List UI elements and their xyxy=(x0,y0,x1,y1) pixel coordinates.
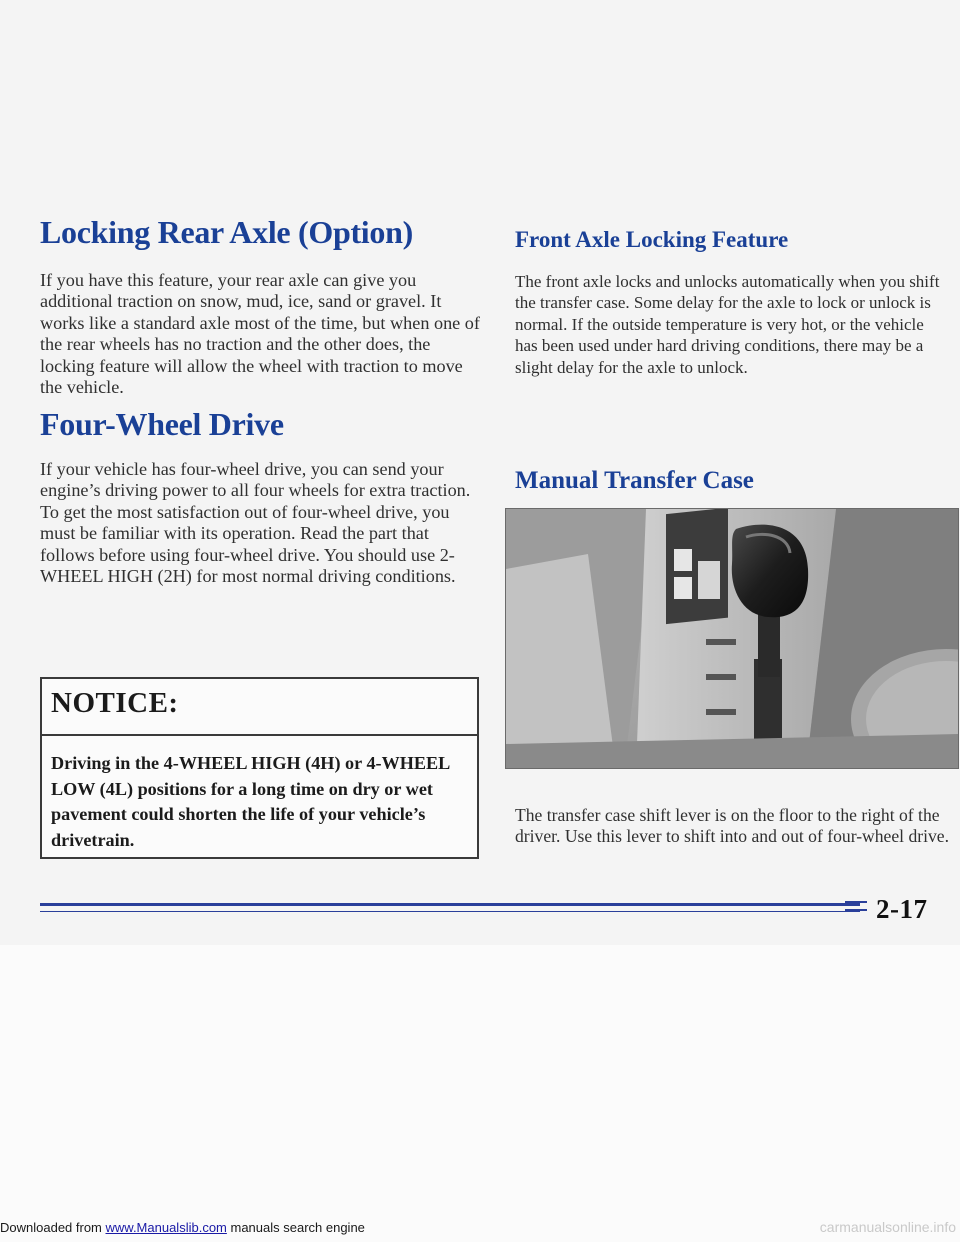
rule-secondary xyxy=(40,911,860,912)
manualslib-link[interactable]: www.Manualslib.com xyxy=(105,1220,227,1235)
transfer-case-shift-lever-icon xyxy=(506,509,959,769)
footer-suffix: manuals search engine xyxy=(226,1220,365,1235)
rule-end-mark xyxy=(845,901,867,903)
notice-body: Driving in the 4-WHEEL HIGH (4H) or 4-WHEEL LOW (4L) positions for a long time on dry or wet pavement could shorten the life of your vehicle’s drivetrain. xyxy=(51,753,450,850)
paragraph-locking-rear-axle: If you have this feature, your rear axle can give you additional traction on snow, mud, ice, sand or gravel. It works like a standard axle most of the time, but when one of the rear wheels has no traction and the other does, the locking feature will allow the wheel with traction to move the vehicle. xyxy=(40,270,480,398)
heading-front-axle-locking: Front Axle Locking Feature xyxy=(515,227,789,252)
notice-box xyxy=(40,677,479,859)
paragraph-four-wheel-drive: If your vehicle has four-wheel drive, you can send your engine’s driving power to all four wheels for extra traction. To get the most satisfaction out of four-wheel drive, you must be familiar with its operation. Read the part that follows before using four-wheel drive. You should use 2-WHEEL HIGH (2H) for most normal driving conditions. xyxy=(40,459,471,587)
photo-caption: The transfer case shift lever is on the floor to the right of the driver. Use this lever to shift into and out of four-wheel drive. xyxy=(515,805,950,847)
watermark: carmanualsonline.info xyxy=(819,1219,956,1235)
footer-prefix: Downloaded from xyxy=(0,1220,106,1235)
notice-divider xyxy=(42,734,477,736)
transfer-case-photo xyxy=(505,508,959,769)
heading-four-wheel-drive: Four-Wheel Drive xyxy=(40,406,284,442)
heading-manual-transfer-case: Manual Transfer Case xyxy=(515,467,754,494)
rule-primary xyxy=(40,903,860,906)
heading-locking-rear-axle: Locking Rear Axle (Option) xyxy=(40,214,413,250)
rule-end-mark-2 xyxy=(845,909,867,911)
download-footer xyxy=(0,1220,365,1235)
page-number: 2-17 xyxy=(876,894,928,924)
paragraph-front-axle-locking: The front axle locks and unlocks automatically when you shift the transfer case. Some delay for the axle to lock or unlock is normal. If the outside temperature is very hot, or the vehicle has been used under hard driving conditions, there may be a slight delay for the axle to unlock. xyxy=(515,272,940,377)
notice-title: NOTICE: xyxy=(51,687,179,719)
